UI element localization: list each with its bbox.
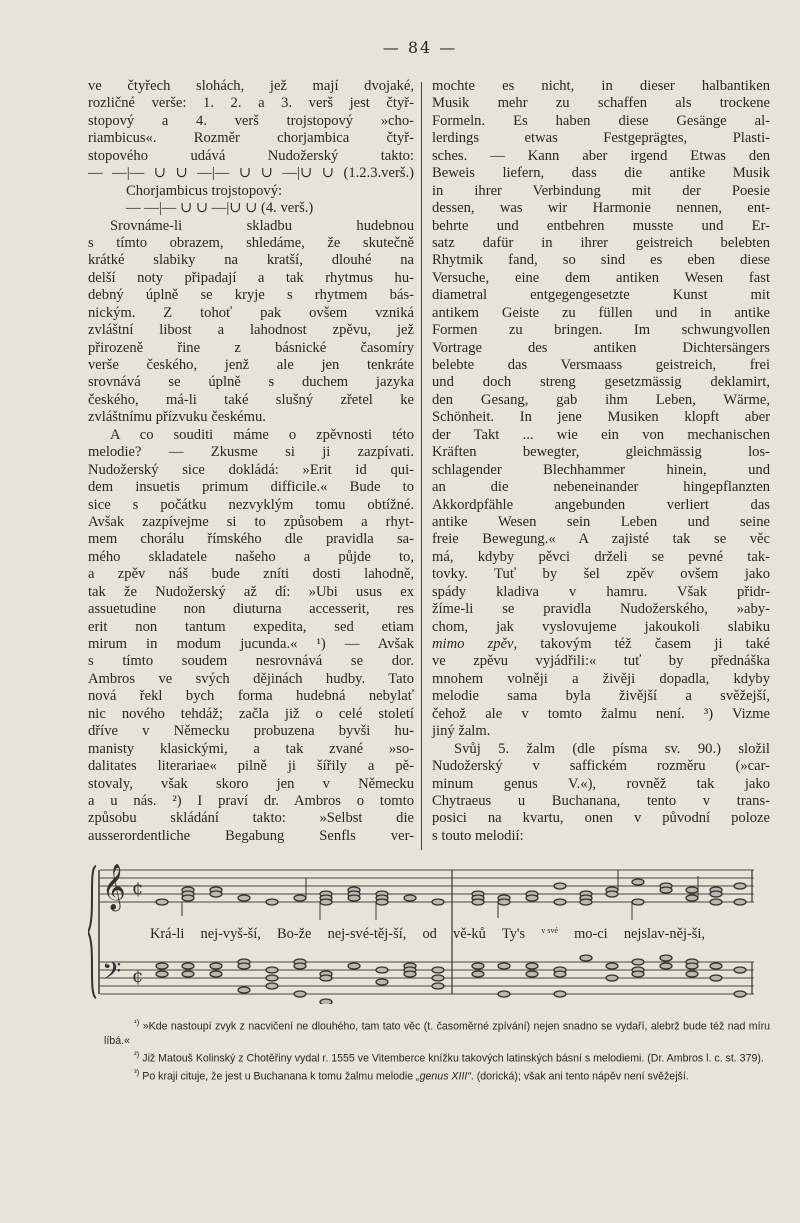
text-line: zvláštní libost a lahodnost zpěvu, jež — [88, 322, 414, 339]
note-head — [734, 967, 746, 973]
text-line: a zpěv náš bude zníti dosti lahodně, — [88, 566, 414, 583]
note-head — [348, 963, 360, 969]
text-line: Chytraeus u Buchanana, tento v trans- — [432, 792, 770, 809]
note-head — [686, 887, 698, 893]
lyric-syllable: Bo-že — [277, 926, 312, 942]
text-line: Schönheit. In jene Musiken klopft aber — [432, 409, 770, 426]
note-head — [348, 895, 360, 901]
note-head — [606, 963, 618, 969]
note-head — [554, 991, 566, 997]
text-line: tovky. Tuť by šel zpěv ovšem jako — [432, 566, 770, 583]
text-line: Beweis liefern, dass die antike Musik — [432, 165, 770, 182]
text-line: nickým. Z tohoť pak ovšem vzniká — [88, 304, 414, 321]
text-line: lerdings etwas Festgeprägtes, Plasti- — [432, 130, 770, 147]
text-line: Akkordpfähle angebunden verliert das — [432, 496, 770, 513]
text-line: sches. — Kann aber irgend Etwas den — [432, 147, 770, 164]
text-line: Kräften bewegter, gleichmässig los- — [432, 444, 770, 461]
note-head — [294, 963, 306, 969]
text-line: mem chorálu římského dle pravidla sa- — [88, 531, 414, 548]
text-line: A co souditi máme o zpěvnosti této — [110, 426, 414, 443]
note-head — [404, 971, 416, 977]
text-line: způsobu skládání takto: »Selbst die — [88, 810, 414, 827]
note-head — [526, 895, 538, 901]
text-line: nic nového tehdáž; začla již o celé století — [88, 705, 414, 722]
text-line: a u nás. ²) I praví dr. Ambros o tomto — [88, 792, 414, 809]
note-head — [238, 987, 250, 993]
text-line: Formeln. Es haben diese Gesänge al- — [432, 112, 770, 129]
text-line: spády kladiva v hamru. Však přidr- — [432, 583, 770, 600]
text-line: Rhytmik fand, so sind es eben diese — [432, 252, 770, 269]
right-column — [432, 78, 770, 845]
note-head — [632, 971, 644, 977]
text-line: melodie sama byla živější a svěžejší, — [432, 688, 770, 705]
footnote-mark: ³) — [134, 1067, 140, 1077]
lyric-syllable: vě-ků — [453, 926, 486, 942]
note-head — [526, 963, 538, 969]
italic-text: mimo zpěv — [432, 636, 514, 652]
note-head — [734, 991, 746, 997]
note-head — [210, 891, 222, 897]
note-head — [554, 899, 566, 905]
footnote-text: »Kde nastoupí zvyk z nacvičení ne dlouhého, tam tato věc (t. časoměrné zpívání) nejen snadno se vydaří, alebrž bude též nad míru líbá.« — [104, 1020, 770, 1047]
note-head — [554, 971, 566, 977]
text-line: ve čtyřech slohách, jež mají dvojaké, — [88, 78, 414, 94]
footnote-3 — [104, 1066, 770, 1084]
note-head — [632, 899, 644, 905]
note-head — [432, 975, 444, 981]
note-head — [710, 891, 722, 897]
text-line: žíme-li se pravidla Nudožerského, »aby- — [432, 601, 770, 618]
note-head — [606, 891, 618, 897]
text-line: s touto melodií: — [432, 827, 524, 844]
footnote-mark: ²) — [134, 1049, 140, 1059]
text-line: Nudožerský sice dokládá: »Erit id qui- — [88, 461, 414, 478]
text-line: Srovnáme-li skladbu hudebnou — [110, 217, 414, 234]
footnote-text: . (dorická); však ani tento nápěv není svěžejší. — [470, 1070, 689, 1083]
note-head — [182, 963, 194, 969]
cut-time-icon: ¢ — [132, 878, 144, 899]
lyric-syllable: nejslav-něj-ši, — [623, 926, 705, 942]
note-head — [710, 963, 722, 969]
note-head — [686, 895, 698, 901]
note-head — [210, 963, 222, 969]
bass-clef-icon: 𝄢 — [102, 957, 122, 992]
text-line: stovaly, však skoro jen v Německu — [88, 775, 414, 792]
lyric-syllable: Krá-li — [150, 926, 185, 942]
cut-time-icon: ¢ — [132, 966, 144, 987]
text-line: satz dafür in ihrer geistreich belebten — [432, 234, 770, 251]
note-head — [182, 895, 194, 901]
page-number: — 84 — — [382, 38, 458, 57]
text-line: an die nebeneinander hingepflanzten — [432, 479, 770, 496]
note-head — [526, 971, 538, 977]
note-head — [580, 899, 592, 905]
note-head — [498, 991, 510, 997]
note-head — [294, 991, 306, 997]
text-line: zvláštnímu přízvuku českému. — [88, 409, 266, 426]
text-line: delší noty připadají a tak rhytmus hu- — [88, 269, 414, 286]
text-line: Ambros ve svých dějinách hudby. Tato — [88, 670, 414, 687]
text-line: ausserordentliche Begabung Senfls ver- — [88, 827, 414, 844]
text-line: behrte und entbehren musste und Er- — [432, 217, 770, 234]
text-line: srovnává se úplně s duchem jazyka — [88, 374, 414, 391]
text-line: mnohem volněji a živěji dopadla, kdyby — [432, 670, 770, 687]
text: , takovým též časem ji také — [513, 636, 770, 652]
note-head — [376, 899, 388, 905]
note-head — [472, 963, 484, 969]
text-line: der Takt ... wie ein von mechanischen — [432, 426, 770, 443]
text-line: Musik mehr zu schaffen als trockene — [432, 95, 770, 112]
note-head — [266, 975, 278, 981]
note-head — [432, 983, 444, 989]
text-line: přirozeně řine z básnické časomíry — [88, 339, 414, 356]
text-line: — —|— ∪ ∪ —|— ∪ ∪ —|∪ ∪ (1.2.3.verš.) — [88, 165, 414, 182]
text-line: assuetudine non diuturna accesserit, res — [88, 601, 414, 618]
note-head — [266, 983, 278, 989]
text-line: riambicus«. Rozměr chorjambica čtyř- — [88, 130, 414, 147]
note-head — [432, 899, 444, 905]
text-line: den Gesang, gab ihm Leben, Wärme, — [432, 391, 770, 408]
note-head — [686, 963, 698, 969]
note-head — [376, 979, 388, 985]
column-divider — [421, 82, 422, 850]
text-line: s tímto soudem nesrovnává se dor. — [88, 653, 414, 670]
lyric-syllable: mo-ci — [574, 926, 608, 942]
note-head — [210, 971, 222, 977]
note-head — [686, 971, 698, 977]
note-head — [432, 967, 444, 973]
note-head — [156, 899, 168, 905]
text-line: posici na kvartu, onen v původní poloze — [432, 810, 770, 827]
text-line: Versuche, eine dem antiken Wesen fast — [432, 269, 770, 286]
text-line: mého skladatele našeho a půjde to, — [88, 548, 414, 565]
note-head — [404, 895, 416, 901]
text-line: čehož ale v tomto žalmu není. ³) Vizme — [432, 705, 770, 722]
text-line: minum genus V.«), rovněž tak jako — [432, 775, 770, 792]
brace — [88, 866, 96, 998]
text-line: ve zpěvu vyjádřili:« tuť by přednáška — [432, 653, 770, 670]
text-line: tak že Nudožerský až dí: »Ubi usus ex — [88, 583, 414, 600]
left-column — [88, 78, 414, 845]
footnote-mark: ¹) — [134, 1018, 140, 1027]
note-head — [266, 967, 278, 973]
text-line: belebte das Versmaass geistreich, frei — [432, 357, 770, 373]
text-line: manisty klasickými, a tak zvané »so- — [88, 740, 414, 757]
text-line: verše českého, jenž ale jen tenkráte — [88, 357, 414, 373]
lyric-syllable: Ty's — [501, 926, 526, 942]
text-line: melodie? — Zkusme si ji zazpívati. — [88, 444, 414, 461]
text-line: in ihrer Verbindung mit der Poesie — [432, 182, 770, 199]
text-line: freie Bewegung.« A zajisté tak se věc — [432, 531, 770, 548]
footnote-2 — [104, 1048, 770, 1066]
text-line: s tímto obrazem, shledáme, že skutečně — [88, 234, 414, 251]
lyrics — [150, 926, 705, 943]
note-head — [498, 899, 510, 905]
text-line: stopový a 4. verš trojstopový »cho- — [88, 112, 414, 129]
text-line — [432, 636, 770, 653]
note-head — [266, 899, 278, 905]
text-line: českého, má-li také slušný zřetel ke — [88, 391, 414, 408]
note-head — [320, 999, 332, 1004]
text-line: dem insuetis primum difficile.« Bude to — [88, 479, 414, 496]
text-line: sice s počátku nezvyklým tomu obtížné. — [88, 496, 414, 513]
note-head — [660, 955, 672, 961]
footnote-italic: „genus XIII“ — [416, 1070, 471, 1083]
note-head — [182, 971, 194, 977]
lyric-syllable: od — [422, 926, 437, 942]
text-line: Nudožerský v saffickém rozměru (»car- — [432, 758, 770, 775]
text-line: debný úplně se kryje s rhytmem bás- — [88, 287, 414, 304]
text-line: Vortrage des antiken Dichtersängers — [432, 339, 770, 356]
note-head — [238, 963, 250, 969]
lyric-syllable: nej-vyš-ší, — [200, 926, 261, 942]
text-line: schlagender Blechhammer hinein, und — [432, 461, 770, 478]
treble-clef-icon: 𝄞 — [102, 864, 126, 910]
note-head — [710, 899, 722, 905]
note-head — [156, 963, 168, 969]
text-line: rozličné verše: 1. 2. a 3. verš jest čtyř- — [88, 95, 414, 112]
note-head — [472, 899, 484, 905]
text-line: Chorjambicus trojstopový: — [126, 182, 283, 199]
note-head — [294, 895, 306, 901]
note-head — [156, 971, 168, 977]
text-line: antikem Geiste zu füllen und in antike — [432, 304, 770, 321]
text-line: Avšak zazpívejme si to způsobem a rhyt- — [88, 513, 414, 530]
footnote-text: Již Matouš Kolinský z Chotěřiny vydal r. 1555 ve Vitemberce knížku takových latinských básní s melodiemi. (Dr. Ambros l. c. st. 379). — [139, 1052, 764, 1065]
text-line: mochte es nicht, in dieser halbantiken — [432, 78, 770, 94]
note-head — [632, 959, 644, 965]
lyric-syllable: v své — [541, 926, 558, 935]
text-line: dessen, was wir Harmonie nennen, ent- — [432, 200, 770, 217]
footnotes — [104, 1016, 770, 1083]
note-head — [606, 975, 618, 981]
text-line: erit non tantum expedita, sed etiam — [88, 618, 414, 635]
note-head — [238, 895, 250, 901]
lyric-syllable: nej-své-těj-ší, — [327, 926, 407, 942]
note-head — [660, 887, 672, 893]
text-line: Svůj 5. žalm (dle písma sv. 90.) složil — [454, 740, 770, 757]
text-line: und doch streng gesetzmässig deklamirt, — [432, 374, 770, 391]
note-head — [632, 879, 644, 885]
note-head — [472, 971, 484, 977]
text-line: — —|— ∪ ∪ —|∪ ∪ (4. verš.) — [126, 200, 314, 217]
text-line: chom, jak vyslovujeme jakoukoli slabiku — [432, 618, 770, 635]
text-line: dalitates literariae« pilně ji šířily a pě- — [88, 758, 414, 775]
text-line: diametral entgegengesetzte Kunst mit — [432, 287, 770, 304]
footnote-text: Po kraji cituje, že jest u Buchanana k tomu žalmu melodie — [139, 1070, 417, 1083]
text-line: stopového udává Nudožerský takto: — [88, 147, 414, 164]
note-head — [320, 975, 332, 981]
text-line: Formen zu bringen. Im schwungvollen — [432, 322, 770, 339]
text-line: dříve v Německu probuzena byvši hu- — [88, 723, 414, 740]
text-line: mirum in modum jucunda.« ¹) — Avšak — [88, 636, 414, 652]
text-line: nová řekl bych forma hudebná nebylať — [88, 688, 414, 705]
note-head — [320, 899, 332, 905]
text-line: má, kdyby pěvci drželi se pevné tak- — [432, 548, 770, 565]
note-head — [734, 883, 746, 889]
text-line: krátké slabiky na kratší, dlouhé na — [88, 252, 414, 269]
note-head — [660, 963, 672, 969]
note-head — [498, 963, 510, 969]
text-line: jiný žalm. — [432, 723, 491, 740]
footnote-1 — [104, 1016, 770, 1048]
note-head — [580, 955, 592, 961]
note-head — [710, 975, 722, 981]
note-head — [376, 967, 388, 973]
note-head — [734, 899, 746, 905]
text-line: antike Wesen sein Leben und seine — [432, 513, 770, 530]
note-head — [554, 883, 566, 889]
